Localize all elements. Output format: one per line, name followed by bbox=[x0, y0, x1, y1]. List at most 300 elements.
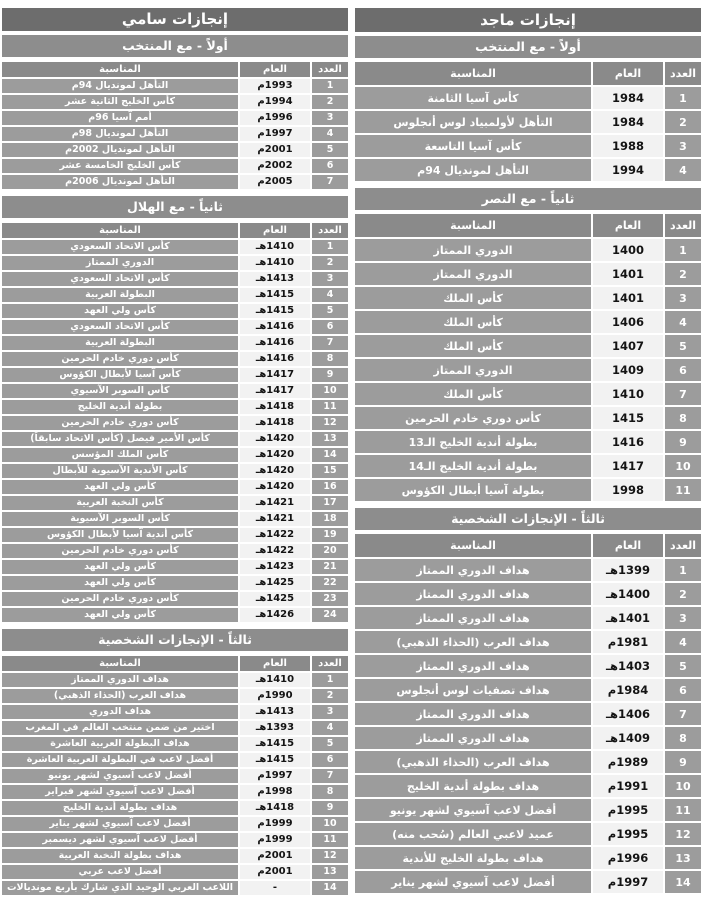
year-cell: 1415هـ bbox=[240, 304, 310, 319]
year-cell: 1403هـ bbox=[593, 655, 663, 677]
occasion-cell: الدوري الممتاز bbox=[2, 256, 238, 271]
occasion-cell: بطولة أندية الخليج bbox=[2, 400, 238, 415]
occasion-cell: هداف الدوري bbox=[2, 705, 238, 720]
year-cell: 1989م bbox=[593, 751, 663, 773]
achievements-table bbox=[355, 214, 701, 501]
count-cell: 13 bbox=[312, 432, 348, 447]
year-cell: 2001م bbox=[240, 849, 310, 864]
occasion-cell: اللاعب العربي الوحيد الذي شارك بأربع مونديالات bbox=[2, 881, 238, 896]
table-row bbox=[2, 175, 348, 190]
occasion-cell: كأس أندية آسيا لأبطال الكؤوس bbox=[2, 528, 238, 543]
year-cell: 1422هـ bbox=[240, 544, 310, 559]
table-row bbox=[2, 416, 348, 431]
table-row bbox=[355, 631, 701, 653]
table-row bbox=[2, 240, 348, 255]
count-cell: 5 bbox=[312, 304, 348, 319]
year-cell: 1984 bbox=[593, 111, 663, 133]
count-cell: 6 bbox=[312, 320, 348, 335]
occasion-column-header: المناسبة bbox=[2, 62, 238, 77]
occasion-cell: هداف الدوري الممتاز bbox=[355, 607, 591, 629]
year-cell: 1409هـ bbox=[593, 727, 663, 749]
count-cell: 9 bbox=[665, 431, 701, 453]
count-cell: 18 bbox=[312, 512, 348, 527]
occasion-cell: كأس الاتحاد السعودي bbox=[2, 272, 238, 287]
table-row bbox=[2, 304, 348, 319]
count-cell: 4 bbox=[312, 721, 348, 736]
occasion-cell: كأس السوبر الآسيوية bbox=[2, 512, 238, 527]
occasion-column-header: المناسبة bbox=[2, 223, 238, 238]
achievements-table bbox=[2, 62, 348, 189]
occasion-cell: أمم آسيا 96م bbox=[2, 111, 238, 126]
count-cell: 1 bbox=[312, 673, 348, 688]
occasion-cell: كأس الملك bbox=[355, 335, 591, 357]
year-cell: 1421هـ bbox=[240, 512, 310, 527]
count-cell: 23 bbox=[312, 592, 348, 607]
occasion-column-header: المناسبة bbox=[355, 62, 591, 85]
year-cell: 1406 bbox=[593, 311, 663, 333]
table-header-row bbox=[2, 62, 348, 77]
year-cell: 1410هـ bbox=[240, 673, 310, 688]
occasion-cell: التأهل لمونديال 2006م bbox=[2, 175, 238, 190]
occasion-cell: البطولة العربية bbox=[2, 288, 238, 303]
table-row bbox=[355, 751, 701, 773]
achievements-column-majed bbox=[355, 8, 701, 895]
year-cell: 1997م bbox=[240, 769, 310, 784]
count-cell: 14 bbox=[312, 881, 348, 896]
occasion-cell: كأس النخبة العربية bbox=[2, 496, 238, 511]
occasion-cell: أفضل لاعب آسيوي لشهر يونيو bbox=[355, 799, 591, 821]
count-cell: 12 bbox=[665, 823, 701, 845]
occasion-cell: اختير من ضمن منتخب العالم في المغرب bbox=[2, 721, 238, 736]
occasion-cell: هداف الدوري الممتاز bbox=[2, 673, 238, 688]
occasion-cell: هداف البطولة العربية العاشرة bbox=[2, 737, 238, 752]
table-row bbox=[2, 320, 348, 335]
year-cell: 1401هـ bbox=[593, 607, 663, 629]
occasion-cell: التأهل لمونديال 98م bbox=[2, 127, 238, 142]
table-row bbox=[2, 849, 348, 864]
occasion-cell: كأس دوري خادم الحرمين bbox=[2, 352, 238, 367]
year-cell: 1999م bbox=[240, 817, 310, 832]
year-cell: 1420هـ bbox=[240, 448, 310, 463]
section-heading: ثالثاً - الإنجازات الشخصية bbox=[355, 508, 701, 530]
year-cell: 1420هـ bbox=[240, 480, 310, 495]
table-row bbox=[2, 111, 348, 126]
year-cell: 1417هـ bbox=[240, 368, 310, 383]
occasion-cell: هداف تصفيات لوس أنجلوس bbox=[355, 679, 591, 701]
year-cell: 1997م bbox=[240, 127, 310, 142]
table-row bbox=[355, 703, 701, 725]
year-cell: 1410هـ bbox=[240, 240, 310, 255]
year-cell: 1996م bbox=[240, 111, 310, 126]
section-heading: أولاً - مع المنتخب bbox=[2, 35, 348, 57]
count-cell: 24 bbox=[312, 608, 348, 623]
count-cell: 2 bbox=[665, 583, 701, 605]
table-row bbox=[2, 705, 348, 720]
occasion-cell: هداف الدوري الممتاز bbox=[355, 583, 591, 605]
table-row bbox=[2, 448, 348, 463]
occasion-cell: أفضل لاعب عربي bbox=[2, 865, 238, 880]
count-cell: 14 bbox=[665, 871, 701, 893]
table-header-row bbox=[2, 223, 348, 238]
occasion-cell: كأس دوري خادم الحرمين bbox=[2, 592, 238, 607]
occasion-cell: كأس دوري خادم الحرمين bbox=[2, 416, 238, 431]
section-heading: ثانياً - مع النصر bbox=[355, 188, 701, 210]
table-row bbox=[355, 455, 701, 477]
occasion-cell: هداف الدوري الممتاز bbox=[355, 727, 591, 749]
occasion-cell: أفضل لاعب آسيوي لشهر يناير bbox=[2, 817, 238, 832]
count-cell: 21 bbox=[312, 560, 348, 575]
section-heading: ثالثاً - الإنجازات الشخصية bbox=[2, 629, 348, 651]
year-cell: 1422هـ bbox=[240, 528, 310, 543]
count-cell: 9 bbox=[665, 751, 701, 773]
year-cell: 1984م bbox=[593, 679, 663, 701]
year-cell: 1416هـ bbox=[240, 320, 310, 335]
count-column-header: العدد bbox=[665, 62, 701, 85]
count-cell: 3 bbox=[665, 287, 701, 309]
count-cell: 1 bbox=[312, 79, 348, 94]
table-row bbox=[355, 479, 701, 501]
table-row bbox=[2, 352, 348, 367]
occasion-cell: هداف العرب (الحذاء الذهبي) bbox=[2, 689, 238, 704]
occasion-cell: كأس دوري خادم الحرمين bbox=[2, 544, 238, 559]
occasion-cell: التأهل لمونديال 94م bbox=[2, 79, 238, 94]
table-row bbox=[355, 287, 701, 309]
count-cell: 15 bbox=[312, 464, 348, 479]
table-row bbox=[355, 559, 701, 581]
table-row bbox=[2, 336, 348, 351]
count-cell: 4 bbox=[312, 127, 348, 142]
count-cell: 7 bbox=[665, 383, 701, 405]
occasion-cell: هداف العرب (الحذاء الذهبي) bbox=[355, 751, 591, 773]
count-cell: 8 bbox=[665, 407, 701, 429]
table-header-row bbox=[2, 656, 348, 671]
year-cell: 1418هـ bbox=[240, 416, 310, 431]
count-cell: 1 bbox=[665, 559, 701, 581]
year-cell: 1994 bbox=[593, 159, 663, 181]
occasion-cell: بطولة آسيا أبطال الكؤوس bbox=[355, 479, 591, 501]
count-cell: 1 bbox=[312, 240, 348, 255]
year-cell: 1401 bbox=[593, 263, 663, 285]
year-cell: 1997م bbox=[593, 871, 663, 893]
occasion-cell: كأس السوبر الآسيوي bbox=[2, 384, 238, 399]
year-cell: 1420هـ bbox=[240, 464, 310, 479]
count-cell: 16 bbox=[312, 480, 348, 495]
table-header-row bbox=[355, 534, 701, 557]
occasion-cell: كأس الملك bbox=[355, 311, 591, 333]
occasion-cell: كأس الأمير فيصل (كأس الاتحاد سابقاً) bbox=[2, 432, 238, 447]
table-row bbox=[2, 785, 348, 800]
occasion-cell: الدوري الممتاز bbox=[355, 359, 591, 381]
year-cell: 1418هـ bbox=[240, 801, 310, 816]
occasion-cell: هداف الدوري الممتاز bbox=[355, 703, 591, 725]
occasion-cell: كأس ولي العهد bbox=[2, 608, 238, 623]
count-cell: 5 bbox=[665, 655, 701, 677]
table-row bbox=[2, 127, 348, 142]
occasion-cell: هداف الدوري الممتاز bbox=[355, 655, 591, 677]
table-row bbox=[2, 272, 348, 287]
year-cell: 1415 bbox=[593, 407, 663, 429]
occasion-cell: كأس ولي العهد bbox=[2, 304, 238, 319]
year-cell: 1999م bbox=[240, 833, 310, 848]
year-column-header: العام bbox=[240, 62, 310, 77]
count-cell: 19 bbox=[312, 528, 348, 543]
section-majed-3 bbox=[355, 508, 701, 893]
occasion-cell: كأس الملك bbox=[355, 383, 591, 405]
table-row bbox=[2, 256, 348, 271]
occasion-cell: كأس آسيا التاسعة bbox=[355, 135, 591, 157]
table-row bbox=[355, 359, 701, 381]
count-cell: 4 bbox=[665, 631, 701, 653]
year-cell: 1425هـ bbox=[240, 592, 310, 607]
table-row bbox=[2, 528, 348, 543]
year-cell: 1416هـ bbox=[240, 352, 310, 367]
occasion-cell: كأس الملك bbox=[355, 287, 591, 309]
year-cell: 1410 bbox=[593, 383, 663, 405]
year-cell: 1420هـ bbox=[240, 432, 310, 447]
table-header-row bbox=[355, 62, 701, 85]
year-cell: 1995م bbox=[593, 799, 663, 821]
year-cell: 1425هـ bbox=[240, 576, 310, 591]
table-row bbox=[355, 431, 701, 453]
count-cell: 7 bbox=[312, 175, 348, 190]
count-cell: 8 bbox=[312, 785, 348, 800]
count-cell: 22 bbox=[312, 576, 348, 591]
count-cell: 8 bbox=[665, 727, 701, 749]
year-cell: 1399هـ bbox=[593, 559, 663, 581]
year-cell: 1426هـ bbox=[240, 608, 310, 623]
count-cell: 6 bbox=[665, 359, 701, 381]
occasion-column-header: المناسبة bbox=[355, 214, 591, 237]
count-cell: 4 bbox=[312, 288, 348, 303]
table-row bbox=[355, 655, 701, 677]
year-cell: 1981م bbox=[593, 631, 663, 653]
year-cell: 1995م bbox=[593, 823, 663, 845]
count-column-header: العدد bbox=[665, 534, 701, 557]
count-cell: 2 bbox=[665, 263, 701, 285]
year-column-header: العام bbox=[593, 214, 663, 237]
count-cell: 3 bbox=[665, 607, 701, 629]
count-cell: 7 bbox=[665, 703, 701, 725]
year-cell: 1990م bbox=[240, 689, 310, 704]
section-sami-2 bbox=[2, 196, 348, 622]
table-row bbox=[355, 727, 701, 749]
count-cell: 1 bbox=[665, 239, 701, 261]
count-cell: 7 bbox=[312, 336, 348, 351]
year-cell: 1400هـ bbox=[593, 583, 663, 605]
count-cell: 3 bbox=[312, 111, 348, 126]
table-row bbox=[355, 607, 701, 629]
table-row bbox=[2, 368, 348, 383]
occasion-cell: كأس آسيا لأبطال الكؤوس bbox=[2, 368, 238, 383]
count-cell: 11 bbox=[312, 833, 348, 848]
table-row bbox=[2, 608, 348, 623]
year-cell: 1994م bbox=[240, 95, 310, 110]
occasion-cell: التأهل لمونديال 2002م bbox=[2, 143, 238, 158]
count-cell: 10 bbox=[312, 817, 348, 832]
occasion-cell: كأس ولي العهد bbox=[2, 480, 238, 495]
count-cell: 4 bbox=[665, 311, 701, 333]
count-cell: 2 bbox=[665, 111, 701, 133]
year-column-header: العام bbox=[240, 656, 310, 671]
section-majed-1 bbox=[355, 36, 701, 181]
table-row bbox=[355, 311, 701, 333]
count-cell: 10 bbox=[312, 384, 348, 399]
achievements-table bbox=[355, 534, 701, 893]
count-cell: 13 bbox=[312, 865, 348, 880]
occasion-cell: البطولة العربية bbox=[2, 336, 238, 351]
count-cell: 10 bbox=[665, 775, 701, 797]
achievements-table bbox=[2, 656, 348, 895]
occasion-cell: كأس الاتحاد السعودي bbox=[2, 240, 238, 255]
count-cell: 3 bbox=[665, 135, 701, 157]
table-row bbox=[2, 689, 348, 704]
year-column-header: العام bbox=[593, 534, 663, 557]
table-row bbox=[2, 143, 348, 158]
year-cell: 1998م bbox=[240, 785, 310, 800]
table-row bbox=[355, 335, 701, 357]
occasion-cell: هداف العرب (الحذاء الذهبي) bbox=[355, 631, 591, 653]
occasion-cell: أفضل لاعب آسيوي لشهر يونيو bbox=[2, 769, 238, 784]
majed-column-title: إنجازات ماجد bbox=[355, 8, 701, 32]
year-column-header: العام bbox=[593, 62, 663, 85]
section-heading: ثانياً - مع الهلال bbox=[2, 196, 348, 218]
occasion-cell: أفضل لاعب آسيوي لشهر فبراير bbox=[2, 785, 238, 800]
occasion-cell: كأس آسيا الثامنة bbox=[355, 87, 591, 109]
occasion-cell: كأس الاتحاد السعودي bbox=[2, 320, 238, 335]
occasion-cell: هداف الدوري الممتاز bbox=[355, 559, 591, 581]
table-row bbox=[355, 847, 701, 869]
occasion-cell: بطولة أندية الخليج الـ14 bbox=[355, 455, 591, 477]
count-cell: 5 bbox=[312, 737, 348, 752]
table-row bbox=[355, 799, 701, 821]
count-cell: 6 bbox=[312, 753, 348, 768]
year-cell: 1417هـ bbox=[240, 384, 310, 399]
table-row bbox=[2, 384, 348, 399]
table-row bbox=[2, 801, 348, 816]
table-row bbox=[355, 111, 701, 133]
table-row bbox=[2, 592, 348, 607]
year-cell: 2005م bbox=[240, 175, 310, 190]
table-row bbox=[2, 560, 348, 575]
achievements-table bbox=[2, 223, 348, 622]
occasion-cell: كأس الملك المؤسس bbox=[2, 448, 238, 463]
count-cell: 5 bbox=[312, 143, 348, 158]
section-sami-3 bbox=[2, 629, 348, 895]
table-row bbox=[355, 679, 701, 701]
table-row bbox=[2, 817, 348, 832]
occasion-cell: التأهل لمونديال 94م bbox=[355, 159, 591, 181]
table-row bbox=[2, 432, 348, 447]
table-row bbox=[2, 480, 348, 495]
year-cell: 1415هـ bbox=[240, 288, 310, 303]
sami-column-title: إنجازات سامي bbox=[2, 8, 348, 31]
table-row bbox=[355, 583, 701, 605]
table-row bbox=[355, 239, 701, 261]
count-cell: 13 bbox=[665, 847, 701, 869]
count-cell: 12 bbox=[312, 416, 348, 431]
year-cell: 1988 bbox=[593, 135, 663, 157]
occasion-column-header: المناسبة bbox=[2, 656, 238, 671]
table-row bbox=[2, 464, 348, 479]
occasion-cell: كأس دوري خادم الحرمين bbox=[355, 407, 591, 429]
occasion-cell: أفضل لاعب آسيوي لشهر ديسمبر bbox=[2, 833, 238, 848]
count-column-header: العدد bbox=[312, 62, 348, 77]
count-cell: 6 bbox=[312, 159, 348, 174]
year-cell: 2001م bbox=[240, 143, 310, 158]
table-row bbox=[2, 512, 348, 527]
table-row bbox=[2, 881, 348, 896]
count-cell: 4 bbox=[665, 159, 701, 181]
occasion-cell: هداف بطولة أندية الخليج bbox=[2, 801, 238, 816]
count-cell: 3 bbox=[312, 272, 348, 287]
occasion-cell: بطولة أندية الخليج الـ13 bbox=[355, 431, 591, 453]
table-row bbox=[2, 769, 348, 784]
table-row bbox=[2, 673, 348, 688]
occasion-cell: هداف بطولة الخليج للأندية bbox=[355, 847, 591, 869]
achievements-column-sami bbox=[2, 8, 348, 895]
section-sami-1 bbox=[2, 35, 348, 189]
year-cell: 1415هـ bbox=[240, 737, 310, 752]
year-cell: 1393هـ bbox=[240, 721, 310, 736]
year-cell: 1416هـ bbox=[240, 336, 310, 351]
table-row bbox=[2, 496, 348, 511]
count-cell: 3 bbox=[312, 705, 348, 720]
table-row bbox=[2, 288, 348, 303]
count-cell: 11 bbox=[665, 799, 701, 821]
count-cell: 17 bbox=[312, 496, 348, 511]
section-majed-2 bbox=[355, 188, 701, 501]
table-row bbox=[355, 135, 701, 157]
count-cell: 12 bbox=[312, 849, 348, 864]
occasion-cell: هداف بطولة النخبة العربية bbox=[2, 849, 238, 864]
table-row bbox=[355, 159, 701, 181]
count-column-header: العدد bbox=[665, 214, 701, 237]
table-row bbox=[2, 79, 348, 94]
table-row bbox=[2, 159, 348, 174]
year-cell: 1991م bbox=[593, 775, 663, 797]
table-row bbox=[2, 721, 348, 736]
year-cell: 1993م bbox=[240, 79, 310, 94]
table-row bbox=[355, 407, 701, 429]
count-cell: 6 bbox=[665, 679, 701, 701]
count-cell: 7 bbox=[312, 769, 348, 784]
year-cell: 1418هـ bbox=[240, 400, 310, 415]
occasion-cell: الدوري الممتاز bbox=[355, 263, 591, 285]
year-cell: 1423هـ bbox=[240, 560, 310, 575]
table-row bbox=[2, 400, 348, 415]
occasion-cell: أفضل لاعب آسيوي لشهر يناير bbox=[355, 871, 591, 893]
table-row bbox=[355, 823, 701, 845]
year-cell: 1413هـ bbox=[240, 272, 310, 287]
count-cell: 10 bbox=[665, 455, 701, 477]
table-row bbox=[2, 544, 348, 559]
count-column-header: العدد bbox=[312, 223, 348, 238]
count-cell: 11 bbox=[665, 479, 701, 501]
table-row bbox=[355, 775, 701, 797]
year-cell: 1416 bbox=[593, 431, 663, 453]
count-cell: 2 bbox=[312, 95, 348, 110]
table-row bbox=[2, 95, 348, 110]
year-cell: 1407 bbox=[593, 335, 663, 357]
occasion-cell: عميد لاعبي العالم (سُحب منه) bbox=[355, 823, 591, 845]
occasion-cell: هداف بطولة أندية الخليج bbox=[355, 775, 591, 797]
count-cell: 1 bbox=[665, 87, 701, 109]
table-row bbox=[355, 383, 701, 405]
occasion-cell: كأس ولي العهد bbox=[2, 560, 238, 575]
year-cell: 1421هـ bbox=[240, 496, 310, 511]
year-cell: 1998 bbox=[593, 479, 663, 501]
count-cell: 5 bbox=[665, 335, 701, 357]
